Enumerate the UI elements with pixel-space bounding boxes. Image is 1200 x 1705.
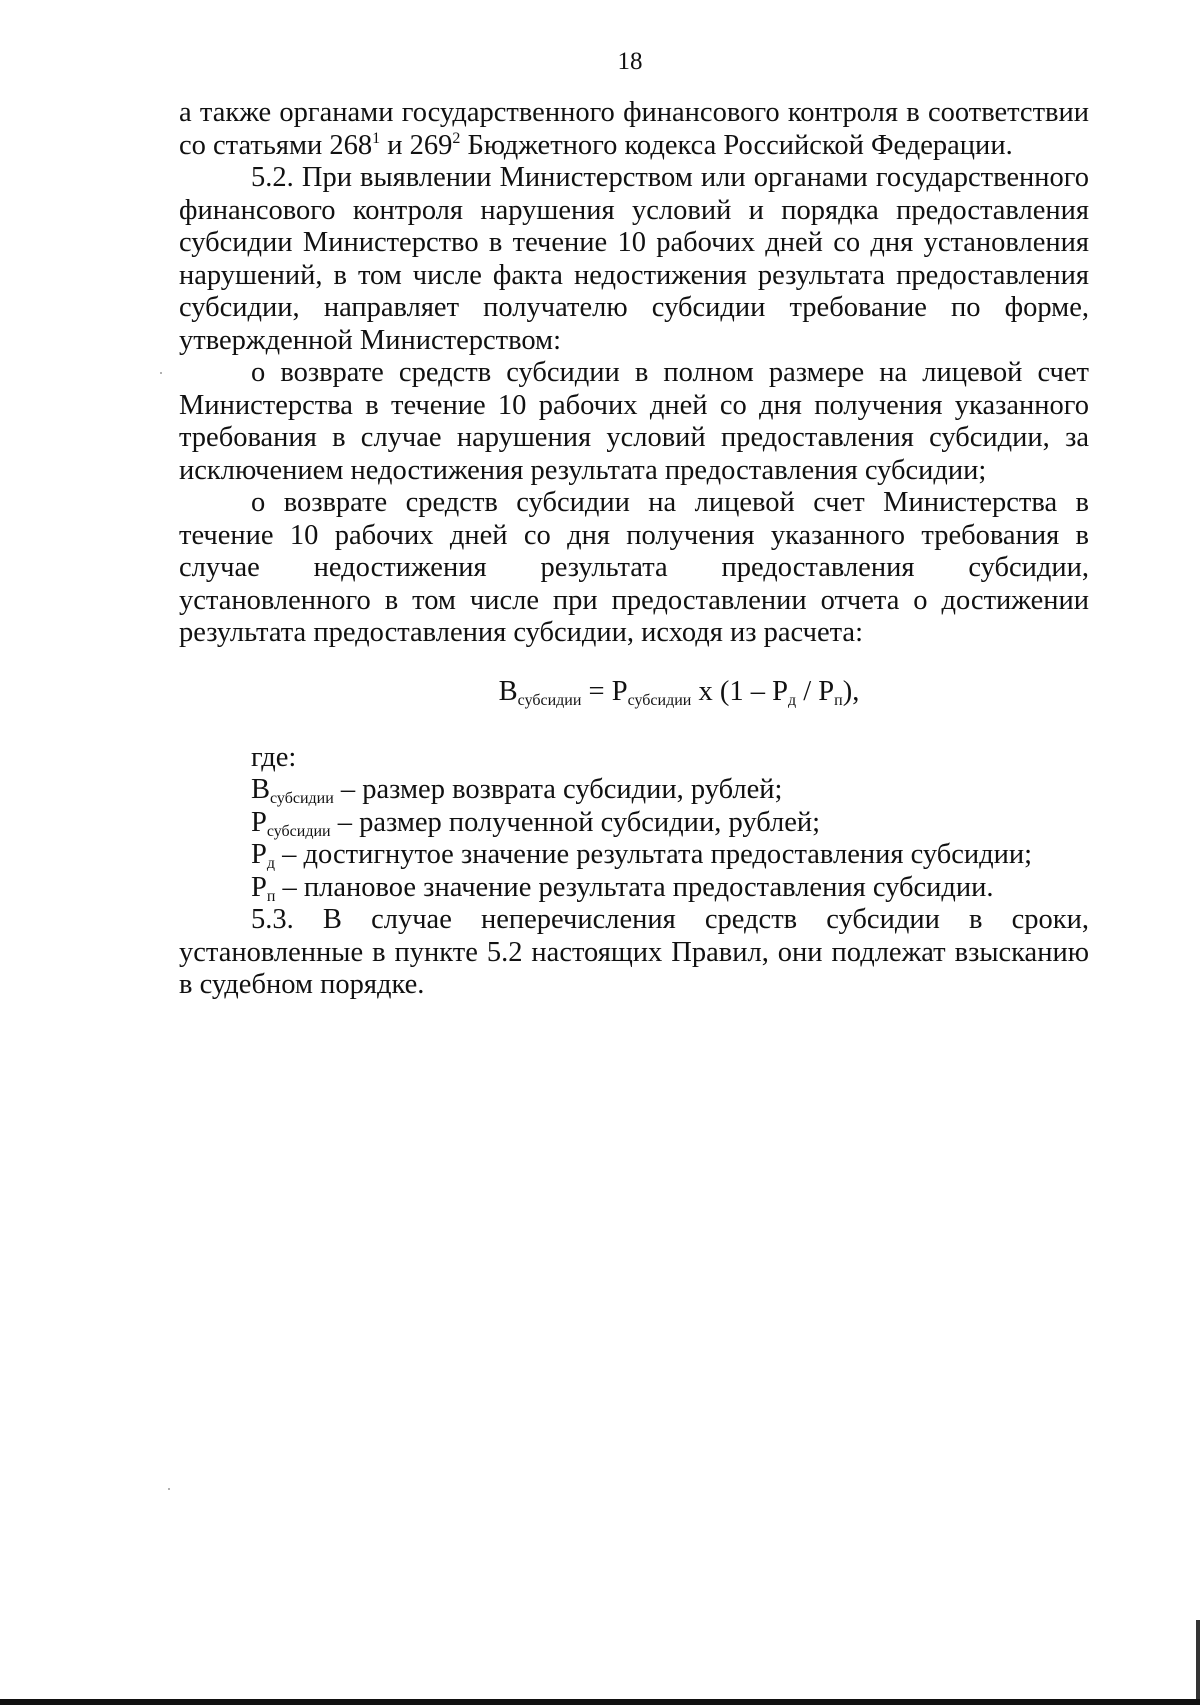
definition-text: – достигнутое значение результата предоставления субсидии; <box>275 839 1033 870</box>
definition-subscript: п <box>266 887 276 905</box>
definition-text: – размер возврата субсидии, рублей; <box>333 774 783 805</box>
formula-symbol: В <box>498 675 518 707</box>
formula-symbol: Р <box>818 675 835 707</box>
document-body <box>179 97 1089 1002</box>
where-label: где: <box>251 741 297 773</box>
definition-subscript: субсидии <box>266 822 331 840</box>
definition-text: – плановое значение результата предоставления субсидии. <box>275 871 994 903</box>
scan-edge-right <box>1196 1620 1200 1705</box>
scan-edge-bottom <box>0 1699 1200 1705</box>
definition-symbol: Р <box>251 871 267 903</box>
paragraph-5-3: 5.3. В случае неперечисления средств субсидии в сроки, установленные в пункте 5.2 настоящих Правил, они подлежат взысканию в судебном порядке. <box>179 904 1089 1000</box>
formula <box>179 676 1089 716</box>
scan-speck <box>168 1488 170 1490</box>
definition-line <box>179 774 1089 807</box>
definition-symbol: Р <box>251 806 267 838</box>
paragraph-partial-return: о возврате средств субсидии на лицевой счет Министерства в течение 10 рабочих дней со дня получения указанного требования в случае недостижения результата предоставления субсидии, установленного в том числе при предоставлении отчета о достижении результата предоставления субсидии, исходя из расчета: <box>179 487 1089 648</box>
definition-line <box>179 839 1089 872</box>
paragraph-text: и 269 <box>380 129 453 161</box>
formula-text: ), <box>842 675 860 707</box>
paragraph-5-2: 5.2. При выявлении Министерством или органами государственного финансового контроля нарушения условий и порядка предоставления субсидии Министерство в течение 10 рабочих дней со дня установления нарушений, в том числе факта недостижения результата предоставления субсидии, направляет получателю субсидии требование по форме, утвержденной Министерством: <box>179 162 1089 356</box>
paragraph-full-return: о возврате средств субсидии в полном размере на лицевой счет Министерства в течение 10 рабочих дней со дня получения указанного требования в случае нарушения условий предоставления субсидии, за исключением недостижения результата предоставления субсидии; <box>179 357 1089 486</box>
paragraph-continuation <box>179 97 1089 162</box>
definition-symbol: Р <box>251 839 267 870</box>
scan-speck <box>160 372 162 374</box>
formula-text: = <box>581 675 612 707</box>
page-number: 18 <box>617 48 643 75</box>
formula-subscript: субсидии <box>517 691 582 709</box>
formula-text: / <box>796 675 819 707</box>
footnote-superscript: 2 <box>452 129 461 147</box>
spacer <box>179 716 1089 742</box>
formula-subscript: субсидии <box>627 691 692 709</box>
definition-line <box>179 807 1089 840</box>
definition-symbol: В <box>251 774 271 805</box>
formula-subscript: п <box>834 691 843 709</box>
paragraph-line: а также органами государственного финансового контроля в соответствии <box>179 97 1089 128</box>
definition-text: – размер полученной субсидии, рублей; <box>330 806 821 838</box>
formula-subscript: д <box>787 691 797 709</box>
paragraph-text: Бюджетного кодекса Российской Федерации. <box>460 129 1013 161</box>
formula-symbol: Р <box>611 675 628 707</box>
footnote-superscript: 1 <box>372 129 381 147</box>
definition-line <box>179 872 1089 905</box>
formula-text: x (1 – <box>691 675 773 707</box>
definition-subscript: д <box>266 855 275 872</box>
formula-symbol: Р <box>772 675 788 707</box>
definition-subscript: субсидии <box>270 790 334 807</box>
paragraph-line: со статьями 268 <box>179 129 373 161</box>
